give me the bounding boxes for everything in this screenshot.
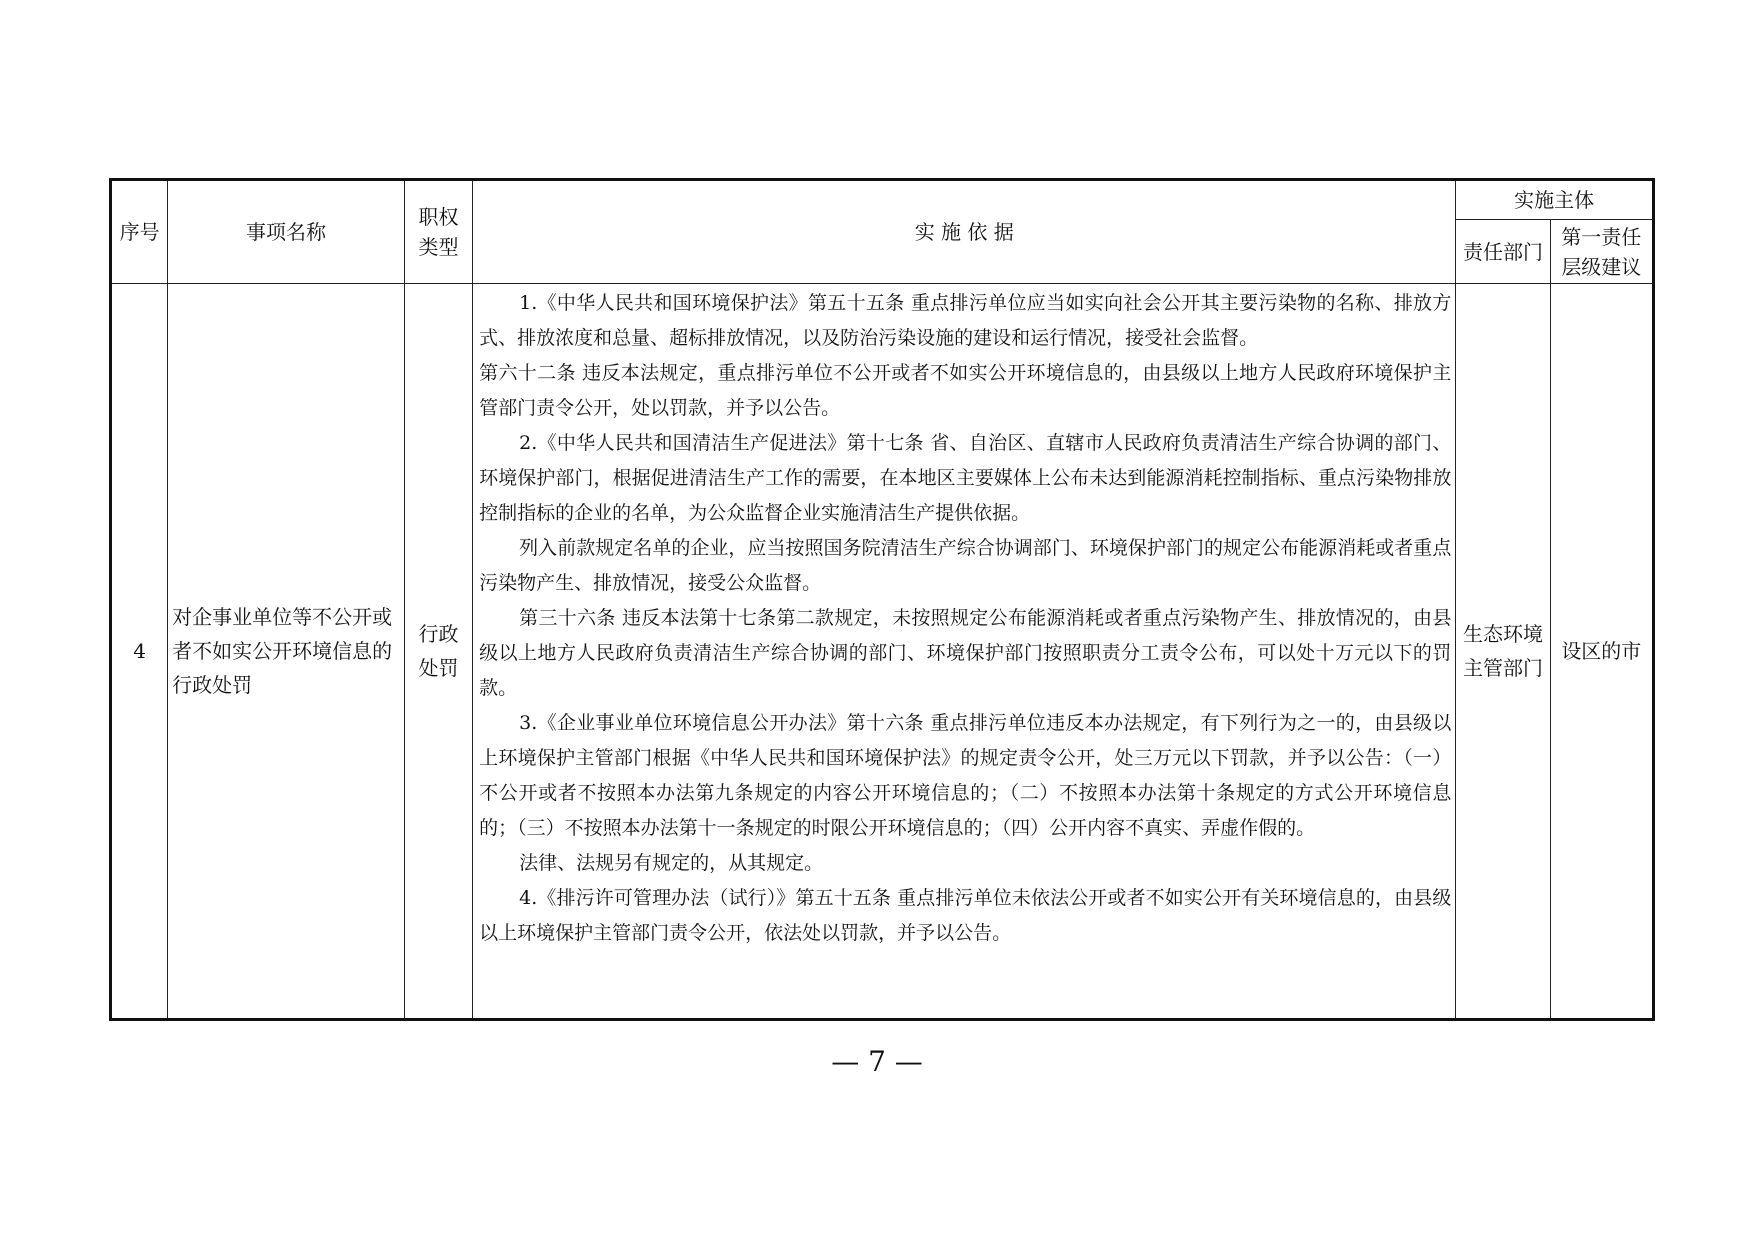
row-dept: 生态环境主管部门 bbox=[1456, 284, 1550, 1020]
basis-paragraph: 1.《中华人民共和国环境保护法》第五十五条 重点排污单位应当如实向社会公开其主要污染物的名称、排放方式、排放浓度和总量、超标排放情况，以及防治污染设施的建设和运行情况，接受社会监督。 bbox=[479, 292, 1452, 349]
row-basis bbox=[473, 284, 1456, 1020]
page-number: — 7 — bbox=[831, 1045, 923, 1078]
basis-paragraph: 列入前款规定名单的企业，应当按照国务院清洁生产综合协调部门、环境保护部门的规定公布能源消耗或者重点污染物产生、排放情况，接受公众监督。 bbox=[479, 537, 1452, 594]
basis-paragraph: 法律、法规另有规定的，从其规定。 bbox=[519, 852, 824, 874]
header-basis: 实 施 依 据 bbox=[473, 180, 1456, 284]
header-dept: 责任部门 bbox=[1456, 220, 1550, 284]
row-level: 设区的市 bbox=[1550, 284, 1653, 1020]
header-item-name: 事项名称 bbox=[168, 180, 405, 284]
header-power-type: 职权类型 bbox=[404, 180, 472, 284]
basis-paragraph: 4.《排污许可管理办法（试行）》第五十五条 重点排污单位未依法公开或者不如实公开有关环境信息的，由县级以上环境保护主管部门责令公开，依法处以罚款，并予以公告。 bbox=[479, 887, 1452, 944]
row-seq: 4 bbox=[111, 284, 168, 1020]
enforcement-table bbox=[109, 178, 1655, 1021]
header-subject: 实施主体 bbox=[1456, 180, 1654, 220]
basis-paragraph: 第三十六条 违反本法第十七条第二款规定，未按照规定公布能源消耗或者重点污染物产生、排放情况的，由县级以上地方人民政府负责清洁生产综合协调的部门、环境保护部门按照职责分工责令公布，可以处十万元以下的罚款。 bbox=[479, 607, 1452, 699]
header-seq: 序号 bbox=[111, 180, 168, 284]
basis-paragraph: 2.《中华人民共和国清洁生产促进法》第十七条 省、自治区、直辖市人民政府负责清洁生产综合协调的部门、环境保护部门，根据促进清洁生产工作的需要，在本地区主要媒体上公布未达到能源消耗控制指标、重点污染物排放控制指标的企业的名单，为公众监督企业实施清洁生产提供依据。 bbox=[479, 432, 1452, 524]
table-row bbox=[111, 284, 1654, 1020]
basis-paragraph: 第六十二条 违反本法规定，重点排污单位不公开或者不如实公开环境信息的，由县级以上地方人民政府环境保护主管部门责令公开，处以罚款，并予以公告。 bbox=[479, 362, 1452, 419]
row-power-type: 行政处罚 bbox=[404, 284, 472, 1020]
basis-paragraph: 3.《企业事业单位环境信息公开办法》第十六条 重点排污单位违反本办法规定，有下列行为之一的，由县级以上环境保护主管部门根据《中华人民共和国环境保护法》的规定责令公开，处三万元以下罚款，并予以公告：（一）不公开或者不按照本办法第九条规定的内容公开环境信息的；（二）不按照本办法第十条规定的方式公开环境信息的；（三）不按照本办法第十一条规定的时限公开环境信息的；（四）公开内容不真实、弄虚作假的。 bbox=[479, 712, 1452, 839]
row-item-name: 对企事业单位等不公开或者不如实公开环境信息的行政处罚 bbox=[168, 284, 405, 1020]
header-level: 第一责任层级建议 bbox=[1550, 220, 1653, 284]
